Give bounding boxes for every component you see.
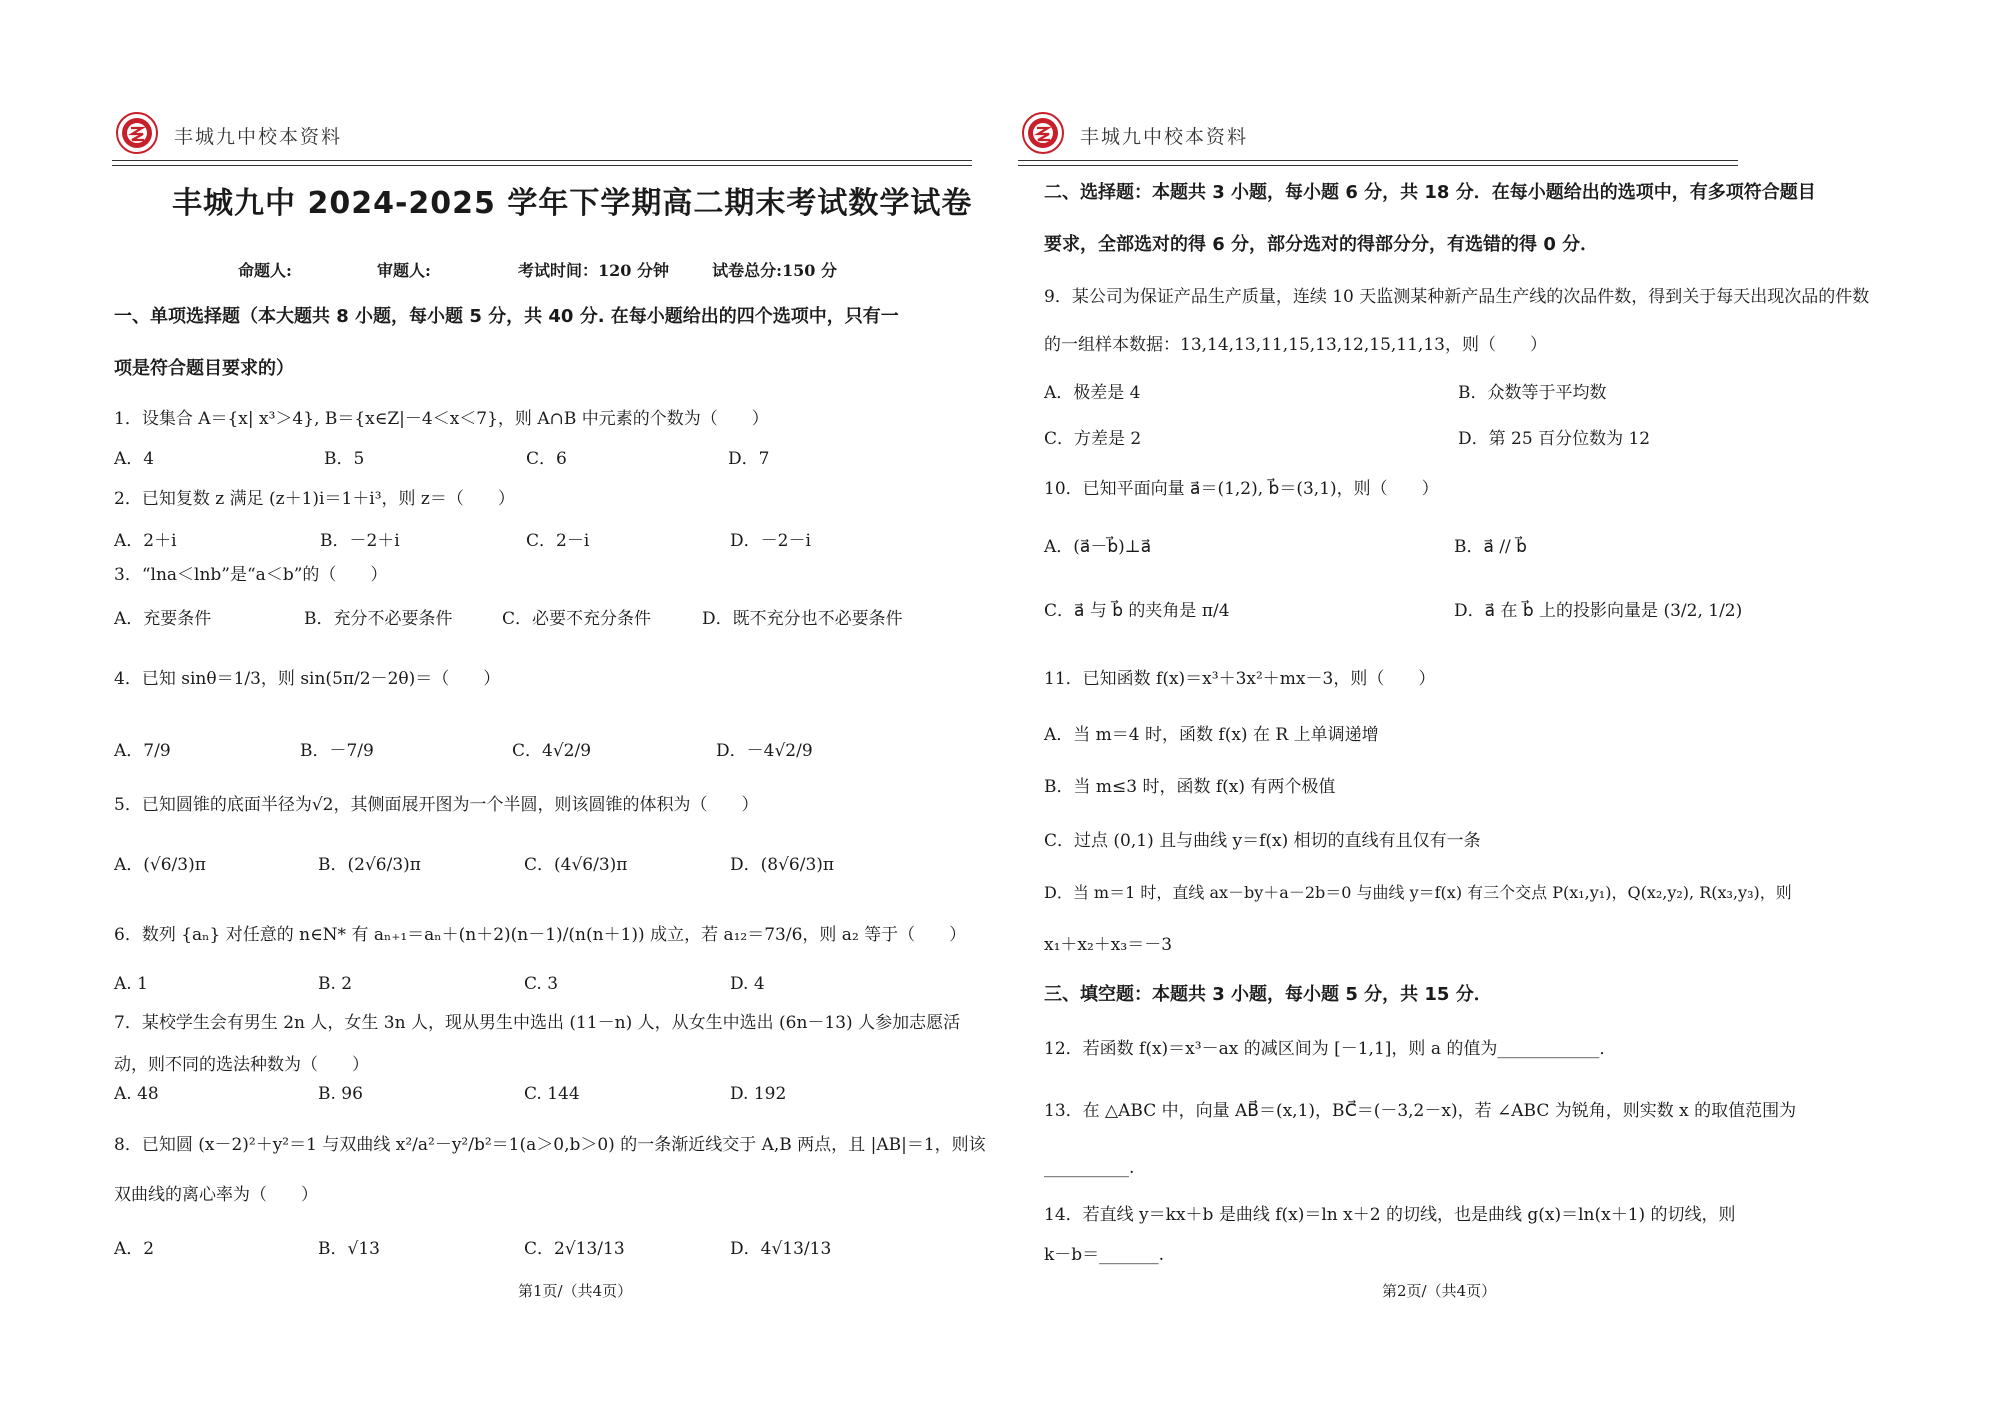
option: D．4√13/13 (730, 1239, 832, 1259)
section-heading: 要求，全部选对的得 6 分，部分选对的得部分分，有选错的得 0 分． (1044, 234, 1599, 255)
header-school-text: 丰城九中校本资料 (1080, 126, 1249, 148)
option: C．6 (526, 449, 567, 469)
question-stem: 6．数列 {aₙ} 对任意的 n∈N* 有 aₙ₊₁＝aₙ＋(n＋2)(n－1)/(n(n＋1)) 成立，若 a₁₂＝73/6，则 a₂ 等于（ ） (114, 925, 967, 945)
option: B．－2＋i (320, 531, 400, 551)
header-rule (1018, 160, 1738, 161)
option: D. 4 (730, 974, 765, 994)
option: C. 3 (524, 974, 559, 994)
question-stem: 8．已知圆 (x－2)²＋y²＝1 与双曲线 x²/a²－y²/b²＝1(a＞0,b＞0) 的一条渐近线交于 A,B 两点，且 |AB|＝1，则该 (114, 1135, 986, 1155)
option: C．4√2/9 (512, 741, 592, 761)
header-rule (112, 165, 972, 166)
option: D．第 25 百分位数为 12 (1458, 429, 1651, 449)
page-header (112, 112, 972, 164)
question-stem: 2．已知复数 z 满足 (z＋1)i＝1＋i³，则 z＝（ ） (114, 489, 515, 509)
option: A．2 (114, 1239, 155, 1259)
option: C．2√13/13 (524, 1239, 625, 1259)
section-heading: 项是符合题目要求的） (114, 358, 294, 379)
option: A．极差是 4 (1044, 383, 1141, 403)
section-heading: 二、选择题：本题共 3 小题，每小题 6 分，共 18 分．在每小题给出的选项中，有多项符合题目 (1044, 182, 1816, 203)
option: B．众数等于平均数 (1458, 383, 1607, 403)
header-rule (1018, 165, 1738, 166)
question-stem: 5．已知圆锥的底面半径为√2，其侧面展开图为一个半圆，则该圆锥的体积为（ ） (114, 795, 759, 815)
question-stem: 3．“lna＜lnb”是“a＜b”的（ ） (114, 565, 388, 585)
meta-setter: 命题人: (238, 261, 292, 280)
option: D．既不充分也不必要条件 (702, 609, 903, 629)
option: B．充分不必要条件 (304, 609, 453, 629)
question-stem: 4．已知 sinθ＝1/3，则 sin(5π/2－2θ)＝（ ） (114, 669, 501, 689)
option: B．(2√6/3)π (318, 855, 421, 875)
option: D．(8√6/3)π (730, 855, 835, 875)
option: D．当 m＝1 时，直线 ax－by＋a－2b＝0 与曲线 y＝f(x) 有三个交点 P(x₁,y₁)，Q(x₂,y₂), R(x₃,y₃)，则 (1044, 883, 1792, 902)
page-right (1000, 0, 2000, 1413)
page-header (1018, 112, 1738, 164)
option: C．方差是 2 (1044, 429, 1142, 449)
question-stem: 11．已知函数 f(x)＝x³＋3x²＋mx－3，则（ ） (1044, 669, 1436, 689)
option: C．(4√6/3)π (524, 855, 628, 875)
option: A. 1 (114, 974, 148, 994)
section-heading: 一、单项选择题（本大题共 8 小题，每小题 5 分，共 40 分. 在每小题给出的四个选项中，只有一 (114, 306, 899, 327)
question-stem: 7．某校学生会有男生 2n 人，女生 3n 人，现从男生中选出 (11－n) 人，从女生中选出 (6n－13) 人参加志愿活 (114, 1013, 961, 1033)
option: C．过点 (0,1) 且与曲线 y＝f(x) 相切的直线有且仅有一条 (1044, 831, 1481, 851)
section-heading: 三、填空题：本题共 3 小题，每小题 5 分，共 15 分． (1044, 984, 1492, 1005)
school-logo (1022, 112, 1064, 154)
option: A．2＋i (114, 531, 177, 551)
answer-blank: __________. (1044, 1158, 1135, 1178)
question-stem: 动，则不同的选法种数为（ ） (114, 1055, 369, 1075)
option: A．7/9 (114, 741, 171, 761)
meta-total: 试卷总分:150 分 (712, 261, 837, 280)
option: C．2－i (526, 531, 590, 551)
option: A．4 (114, 449, 155, 469)
question-stem: 9．某公司为保证产品生产质量，连续 10 天监测某种新产品生产线的次品件数，得到关于每天出现次品的件数 (1044, 287, 1870, 307)
option: B. 96 (318, 1084, 363, 1104)
option: D．7 (728, 449, 770, 469)
option: B．－7/9 (300, 741, 374, 761)
option: A. 48 (114, 1084, 159, 1104)
option: B．a⃗ // b⃗ (1454, 537, 1527, 557)
option: B．当 m≤3 时，函数 f(x) 有两个极值 (1044, 777, 1336, 797)
question-stem: 10．已知平面向量 a⃗＝(1,2), b⃗＝(3,1)，则（ ） (1044, 479, 1439, 499)
answer-blank: k－b＝_______. (1044, 1245, 1165, 1265)
option: D．a⃗ 在 b⃗ 上的投影向量是 (3/2, 1/2) (1454, 601, 1743, 621)
exam-title: 丰城九中 2024-2025 学年下学期高二期末考试数学试卷 (172, 186, 973, 221)
question-stem: 的一组样本数据：13,14,13,11,15,13,12,15,11,13，则（ ） (1044, 335, 1547, 355)
option: D．－2－i (730, 531, 811, 551)
option: A．(a⃗－b⃗)⊥a⃗ (1044, 537, 1152, 557)
school-logo (116, 112, 158, 154)
page-number: 第2页/（共4页） (1382, 1282, 1497, 1300)
option: B．√13 (318, 1239, 380, 1259)
option-continuation: x₁＋x₂＋x₃＝－3 (1044, 935, 1173, 955)
option: B．5 (324, 449, 365, 469)
header-rule (112, 160, 972, 161)
option: A．当 m＝4 时，函数 f(x) 在 R 上单调递增 (1044, 725, 1379, 745)
option: B. 2 (318, 974, 353, 994)
meta-time: 考试时间：120 分钟 (518, 261, 670, 280)
question-stem: 双曲线的离心率为（ ） (114, 1185, 318, 1205)
option: C．a⃗ 与 b⃗ 的夹角是 π/4 (1044, 601, 1230, 621)
option: D. 192 (730, 1084, 787, 1104)
option: A．(√6/3)π (114, 855, 206, 875)
meta-reviewer: 审题人: (377, 261, 431, 280)
page-number: 第1页/（共4页） (518, 1282, 633, 1300)
question-stem: 12．若函数 f(x)＝x³－ax 的减区间为 [－1,1]，则 a 的值为____________． (1044, 1039, 1617, 1059)
option: A．充要条件 (114, 609, 212, 629)
question-stem: 14．若直线 y＝kx＋b 是曲线 f(x)＝ln x＋2 的切线，也是曲线 g(x)＝ln(x＋1) 的切线，则 (1044, 1205, 1736, 1225)
question-stem: 1．设集合 A＝{x| x³＞4}, B＝{x∈Z|－4＜x＜7}，则 A∩B 中元素的个数为（ ） (114, 409, 769, 429)
question-stem: 13．在 △ABC 中，向量 AB⃗＝(x,1)，BC⃗＝(－3,2－x)，若 ∠ABC 为锐角，则实数 x 的取值范围为 (1044, 1101, 1797, 1121)
option: D．－4√2/9 (716, 741, 813, 761)
option: C．必要不充分条件 (502, 609, 652, 629)
header-school-text: 丰城九中校本资料 (174, 126, 343, 148)
option: C. 144 (524, 1084, 580, 1104)
exam-meta (238, 258, 837, 281)
